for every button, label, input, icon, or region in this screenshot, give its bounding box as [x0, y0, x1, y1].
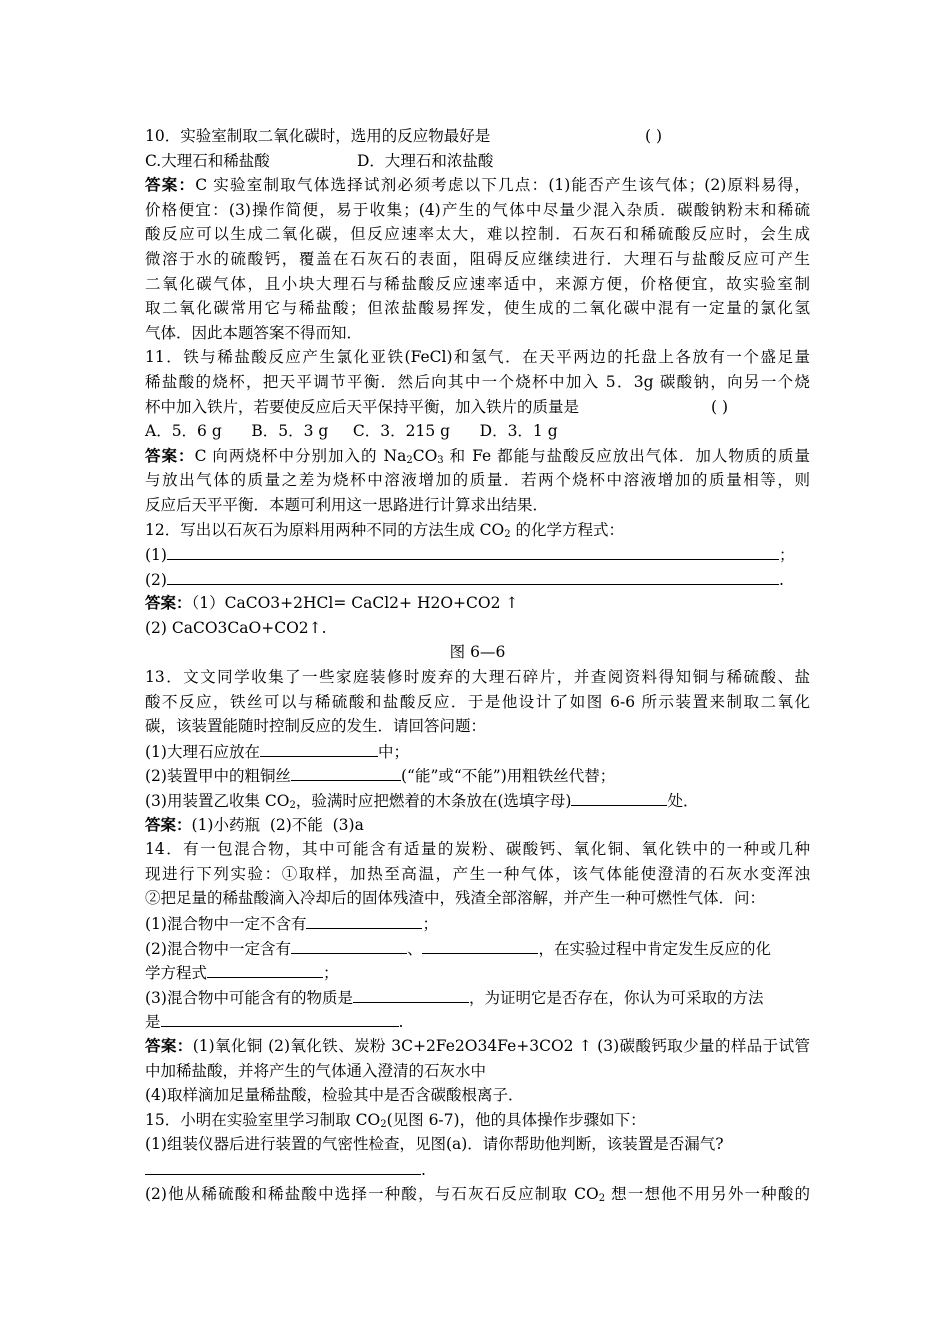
q11-answer-line-1	[145, 444, 810, 469]
figure-caption: 图 6—6	[449, 643, 506, 662]
q10-answer-line-4: 微溶于水的硫酸钙，覆盖在石灰石的表面，阻碍反应继续进行．大理石与盐酸反应可产生	[145, 249, 810, 268]
q11-answer-line-3: 反应后天平平衡．本题可利用这一思路进行计算求出结果．	[145, 495, 549, 514]
q12-answer-blank-2[interactable]	[167, 567, 779, 585]
q10-options	[145, 149, 810, 174]
q14-sub-1	[145, 911, 810, 936]
q15-line-4	[145, 1182, 810, 1207]
q12-stem-a: 12．写出以石灰石为原料用两种不同的方法生成 CO	[145, 520, 505, 539]
q13-blank-3[interactable]	[571, 788, 667, 806]
q13-sub-1	[145, 739, 810, 764]
q10-answer-line-7: 气体．因此本题答案不得而知．	[145, 323, 363, 342]
q13-line-3: 碳，该装置能随时控制反应的发生．请回答问题：	[145, 717, 487, 736]
q14-sub-2-cont	[145, 960, 810, 985]
q12-answer-2: (2) CaCO3CaO+CO2↑.	[145, 618, 327, 637]
q12-answer-blank-1[interactable]	[167, 542, 779, 560]
q14-sub2-c: 学方程式	[145, 964, 208, 983]
q14-blank-2a[interactable]	[291, 936, 407, 954]
q13-sub2-b: (“能”或“不能”)用粗铁丝代替；	[400, 767, 616, 786]
q13-answer	[145, 813, 810, 838]
q12-answer-label: 答案：	[145, 593, 192, 613]
q14-sub1-a: (1)混合物中一定不含有	[145, 915, 307, 933]
q10-stem	[145, 124, 810, 149]
q13-sub1-b: 中；	[377, 742, 409, 761]
q15-line4-a: (2)他从稀硫酸和稀盐酸中选择一种酸，与石灰石反应制取 CO	[145, 1184, 599, 1203]
q10-paren: ( )	[645, 127, 663, 145]
q13-sub3-c: 处．	[667, 792, 699, 811]
q12-stem	[145, 518, 810, 543]
q13-line-1: 13．文文同学收集了一些家庭装修时废弃的大理石碎片，并查阅资料得知铜与稀硫酸、盐	[145, 668, 810, 687]
q12-stem-b: 的化学方程式：	[510, 520, 625, 539]
q14-line-2: 现进行下列实验：①取样，加热至高温，产生一种气体，该气体能使澄清的石灰水变浑浊	[145, 864, 810, 883]
q10-answer-label: 答案：	[145, 175, 196, 195]
q10-option-c: C.大理石和稀盐酸	[145, 151, 270, 170]
q15-line1-a: 15．小明在实验室里学习制取 CO	[145, 1110, 381, 1129]
q11-answer-label: 答案：	[145, 445, 195, 465]
q12-blank2-end: .	[778, 570, 784, 589]
q13-sub2-a: (2)装置甲中的粗铜丝	[145, 767, 291, 786]
q12-blank1-end: ；	[778, 546, 795, 565]
document-page	[145, 124, 810, 1206]
q10-option-d: D．大理石和浓盐酸	[357, 151, 494, 170]
q14-blank-3a[interactable]	[353, 985, 469, 1003]
q13-sub1-a: (1)大理石应放在	[145, 742, 260, 761]
q11-line-1: 11．铁与稀盐酸反应产生氯化亚铁(FeCl)和氢气．在天平两边的托盘上各放有一个盛足量	[145, 348, 810, 367]
q10-answer-line-6: 取二氧化碳常用它与稀盐酸；但浓盐酸易挥发，使生成的二氧化碳中混有一定量的氯化氢	[145, 299, 810, 318]
q13-answer-label: 答案：	[145, 814, 192, 834]
q12-blank-2	[145, 567, 810, 592]
q14-sub2-sep: 、	[406, 939, 423, 958]
q11-line-3	[145, 395, 810, 420]
q11-options: A．5．6 g B．5．3 g C．3．215 g D．3．1 g	[145, 422, 558, 441]
q11-answer-sub1: 2	[406, 454, 413, 466]
q11-line-3-text: 杯中加入铁片，若要使反应后天平保持平衡，加入铁片的质量是	[145, 397, 580, 416]
q15-line-2: (1)组装仪器后进行装置的气密性检查，见图(a)．请你帮助他判断，该装置是否漏气?	[145, 1135, 724, 1154]
q11-answer-sub2: 3	[437, 454, 444, 466]
q15-line-3	[145, 1157, 810, 1182]
q10-answer-line-1	[145, 173, 810, 198]
q15-line-1	[145, 1108, 810, 1133]
q14-blank-1[interactable]	[306, 911, 422, 929]
q11-answer-a: C 向两烧杯中分别加入的 Na	[194, 446, 407, 465]
q14-sub2-a: (2)混合物中一定含有	[145, 939, 291, 958]
q14-blank-2b[interactable]	[422, 936, 538, 954]
q14-blank-2c[interactable]	[207, 960, 323, 978]
q11-answer-mid: CO	[412, 446, 438, 465]
q13-line-2: 酸不反应，铁丝可以与稀硫酸和盐酸反应．于是他设计了如图 6-6 所示装置来制取二氧化	[145, 692, 810, 711]
q14-sub-3	[145, 985, 810, 1010]
q13-blank-1[interactable]	[260, 739, 378, 757]
q13-sub3-b: ，验满时应把燃着的木条放在(选填字母)	[295, 792, 572, 811]
q10-answer-line-3: 酸反应可以生成二氧化碳，但反应速率太大，难以控制．石灰石和稀硫酸反应时，会生成	[145, 225, 810, 244]
q13-sub3-sub: 2	[289, 800, 296, 812]
q15-line4-sub: 2	[598, 1192, 606, 1204]
q14-answer-line-1	[145, 1034, 810, 1059]
q14-sub2-b: ，在实验过程中肯定发生反应的化	[538, 939, 771, 958]
q14-sub3-d: .	[398, 1013, 404, 1032]
q11-line-2: 稀盐酸的烧杯，把天平调节平衡．然后向其中一个烧杯中加入 5．3g 碳酸钠，向另一个烧	[145, 372, 810, 391]
q14-answer-line-3: (4)取样滴加足量稀盐酸，检验其中是否含碳酸根离子．	[145, 1086, 524, 1105]
q15-line3-end: .	[421, 1160, 426, 1179]
q13-sub3-a: (3)用装置乙收集 CO	[145, 792, 290, 811]
q10-answer-text: C 实验室制取气体选择试剂必须考虑以下几点：(1)能否产生该气体；(2)原料易得，	[195, 176, 810, 195]
q15-line1-b: (见图 6-7)，他的具体操作步骤如下：	[386, 1110, 646, 1129]
q15-blank-1[interactable]	[145, 1157, 421, 1175]
q12-blank2-label: (2)	[145, 570, 167, 589]
q14-answer-text-1: (1)氧化铜 (2)氧化铁、炭粉 3C+2Fe2O34Fe+3CO2 ↑ (3)碳酸钙取少量的样品于试管	[192, 1036, 810, 1055]
q12-answer-1	[145, 591, 810, 616]
q11-answer-tail: 和 Fe 都能与盐酸反应放出气体．加人物质的质量	[443, 446, 810, 465]
q13-answer-text: (1)小药瓶 (2)不能 (3)a	[191, 815, 364, 834]
q12-answer-1-text: （1）CaCO3+2HCl= CaCl2+ H2O+CO2 ↑	[191, 594, 519, 613]
q13-blank-2[interactable]	[291, 763, 401, 781]
q12-blank-1	[145, 542, 810, 567]
q14-answer-line-2: 中加稀盐酸，并将产生的气体通入澄清的石灰水中	[145, 1061, 487, 1080]
q14-blank-3b[interactable]	[161, 1009, 399, 1027]
q10-answer-line-2: 价格便宜：(3)操作简便，易于收集；(4)产生的气体中尽量少混入杂质．碳酸钠粉末和稀硫	[145, 200, 810, 219]
q14-line-3: ②把足量的稀盐酸滴入冷却后的固体残渣中，残渣全部溶解，并产生一种可燃性气体．问：	[145, 889, 766, 908]
q12-blank1-label: (1)	[145, 546, 167, 565]
q11-paren: ( )	[711, 397, 729, 416]
q14-sub3-b: ，为证明它是否存在，你认为可采取的方法	[468, 988, 764, 1007]
q14-answer-label: 答案：	[145, 1035, 193, 1055]
q14-sub2-d: ；	[323, 964, 339, 983]
q10-answer-line-5: 二氧化碳气体，且小块大理石与稀盐酸反应速率适中，来源方便，价格便宜，故实验室制	[145, 274, 810, 293]
q13-sub-2	[145, 763, 810, 788]
q11-answer-line-2: 与放出气体的质量之差为烧杯中溶液增加的质量．若两个烧杯中溶液增加的质量相等，则	[145, 471, 810, 490]
q14-sub3-c: 是	[145, 1013, 161, 1032]
q15-line1-sub: 2	[380, 1118, 387, 1130]
q14-sub-2	[145, 936, 810, 961]
q14-line-1: 14．有一包混合物，其中可能含有适量的炭粉、碳酸钙、氧化铜、氧化铁中的一种或几种	[145, 840, 810, 859]
q14-sub-3-cont	[145, 1009, 810, 1034]
q15-line4-b: 想一想他不用另外一种酸的	[605, 1184, 810, 1203]
q13-sub-3	[145, 788, 810, 813]
q14-sub3-a: (3)混合物中可能含有的物质是	[145, 988, 353, 1007]
q10-stem-text: 10．实验室制取二氧化碳时，选用的反应物最好是	[145, 127, 491, 145]
q12-stem-sub: 2	[504, 528, 511, 540]
q14-sub1-b: ；	[422, 915, 438, 933]
